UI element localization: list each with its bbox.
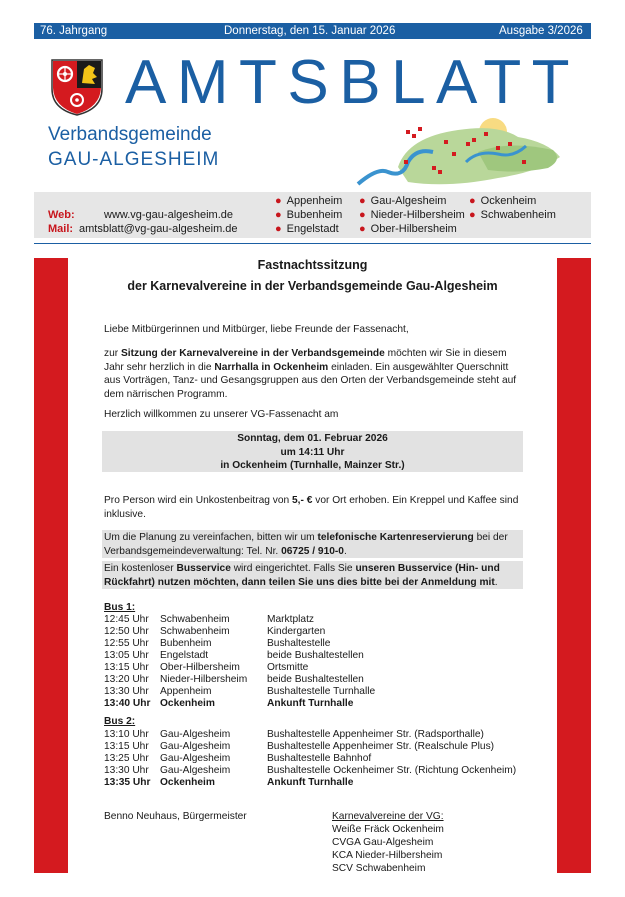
- bus1-title: Bus 1:: [104, 602, 136, 613]
- welcome-paragraph: Herzlich willkommen zu unserer VG-Fassenacht am: [104, 409, 339, 420]
- club-item: KCA Nieder-Hilbersheim: [332, 850, 443, 861]
- bus2-title: Bus 2:: [104, 716, 136, 727]
- event-details-box: [102, 431, 523, 472]
- header-divider: [34, 243, 591, 244]
- article-subtitle: der Karnevalvereine in der Verbandsgemeinde Gau-Algesheim: [127, 279, 498, 293]
- bus2-arrival-row: 13:35 Uhr Ockenheim Ankunft Turnhalle: [104, 777, 354, 788]
- bus-service-paragraph: Ein kostenloser Busservice wird eingerichtet. Falls Sie unseren Busservice (Hin- und Rückfahrt) nutzen möchten, dann teilen Sie uns dies bitte bei der Anmeldung mit.: [104, 563, 500, 588]
- bus2-row: 13:30 Uhr Gau-Algesheim Bushaltestelle Ockenheimer Str. (Richtung Ockenheim): [104, 765, 517, 776]
- town-item: ● Schwabenheim: [469, 209, 556, 221]
- bus1-row: 12:55 Uhr Bubenheim Bushaltestelle: [104, 638, 331, 649]
- masthead-title: AMTSBLATT: [125, 48, 581, 117]
- bus1-row: 12:50 Uhr Schwabenheim Kindergarten: [104, 626, 326, 637]
- vg-name-line1: Verbandsgemeinde: [48, 124, 212, 145]
- bus2-row: 13:15 Uhr Gau-Algesheim Bushaltestelle Appenheimer Str. (Realschule Plus): [104, 741, 495, 752]
- town-item: ● Engelstadt: [275, 223, 339, 235]
- signature-name: Benno Neuhaus, Bürgermeister: [104, 811, 247, 822]
- event-location: in Ockenheim (Turnhalle, Mainzer Str.): [220, 460, 405, 471]
- bus1-row: 13:15 Uhr Ober-Hilbersheim Ortsmitte: [104, 662, 309, 673]
- club-item: SCV Schwabenheim: [332, 863, 426, 874]
- town-item: ● Appenheim: [275, 195, 343, 207]
- top-info-bar: [34, 23, 591, 39]
- bus1-arrival-row: 13:40 Uhr Ockenheim Ankunft Turnhalle: [104, 698, 354, 709]
- vg-name-line2: GAU-ALGESHEIM: [48, 149, 220, 170]
- greeting-paragraph: Liebe Mitbürgerinnen und Mitbürger, liebe Freunde der Fassenacht,: [104, 324, 409, 335]
- town-item: ● Nieder-Hilbersheim: [359, 209, 465, 221]
- bus1-row: 13:05 Uhr Engelstadt beide Bushaltestellen: [104, 650, 364, 661]
- fee-paragraph: Pro Person wird ein Unkostenbeitrag von 5,- € vor Ort erhoben. Ein Kreppel und Kaffee sind inklusive.: [104, 495, 519, 520]
- mail-link[interactable]: amtsblatt@vg-gau-algesheim.de: [79, 223, 238, 235]
- region-map-illustration: [348, 112, 580, 190]
- intro-paragraph: zur Sitzung der Karnevalvereine in der Verbandsgemeinde möchten wir Sie in diesem Jahr sehr herzlich in die Narrhalla in Ockenheim einladen. Ein ausgewählter Querschnitt aus Vorträgen, Tanz- und Gesangsgruppen aus den Orten der Verbandsgemeinde steht auf dem närrischen Programm.: [104, 348, 517, 400]
- event-time: um 14:11 Uhr: [280, 446, 345, 458]
- bus2-row: 13:10 Uhr Gau-Algesheim Bushaltestelle Appenheimer Str. (Radsporthalle): [104, 729, 484, 740]
- club-item: Weiße Fräck Ockenheim: [332, 824, 444, 835]
- issue-number: Ausgabe 3/2026: [499, 25, 583, 37]
- web-link[interactable]: www.vg-gau-algesheim.de: [104, 209, 234, 221]
- town-item: ● Ober-Hilbersheim: [359, 223, 457, 235]
- reservation-paragraph: Um die Planung zu vereinfachen, bitten wir um telefonische Kartenreservierung bei der Verbandsgemeindeverwaltung: Tel. Nr. 06725 / 910-0.: [104, 532, 508, 557]
- bus1-row: 12:45 Uhr Schwabenheim Marktplatz: [104, 614, 314, 625]
- town-item: ● Bubenheim: [275, 209, 343, 221]
- town-item: ● Gau-Algesheim: [359, 195, 447, 207]
- coat-of-arms-icon: [49, 57, 105, 117]
- bus1-row: 13:20 Uhr Nieder-Hilbersheim beide Bushaltestellen: [104, 674, 364, 685]
- mail-label: Mail:: [48, 223, 74, 235]
- left-red-bar: [34, 258, 68, 873]
- event-date: Sonntag, dem 01. Februar 2026: [237, 433, 388, 444]
- bus2-row: 13:25 Uhr Gau-Algesheim Bushaltestelle Bahnhof: [104, 753, 372, 764]
- right-red-bar: [557, 258, 591, 873]
- web-label: Web:: [48, 209, 75, 221]
- clubs-title: Karnevalvereine der VG:: [332, 811, 444, 822]
- club-item: CVGA Gau-Algesheim: [332, 837, 434, 848]
- volume-label: 76. Jahrgang: [40, 25, 108, 37]
- article-title: Fastnachtssitzung: [257, 258, 368, 272]
- issue-date: Donnerstag, den 15. Januar 2026: [224, 25, 396, 37]
- town-item: ● Ockenheim: [469, 195, 537, 207]
- bus1-row: 13:30 Uhr Appenheim Bushaltestelle Turnhalle: [104, 686, 376, 697]
